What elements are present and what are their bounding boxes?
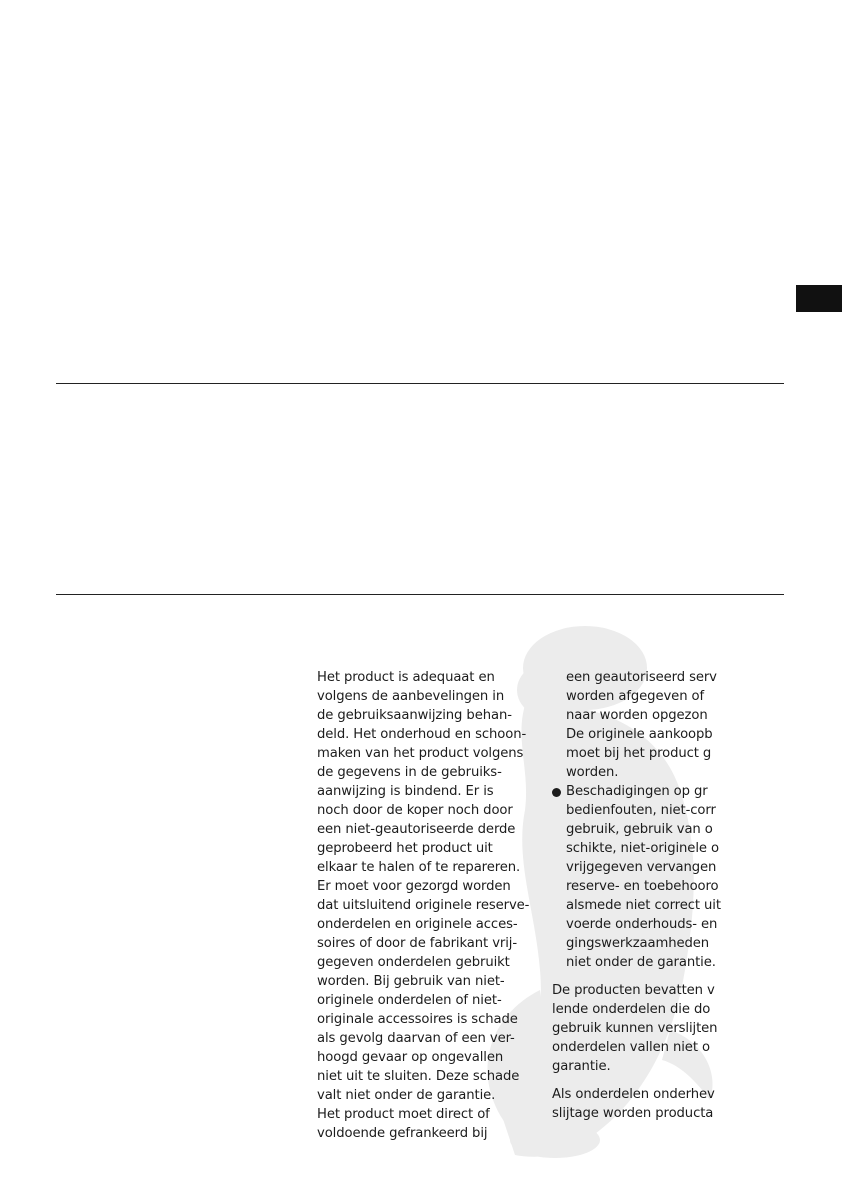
divider-bottom (56, 594, 784, 595)
left-line: gegeven onderdelen gebruikt (317, 955, 510, 970)
left-line: Er moet voor gezorgd worden (317, 879, 511, 894)
left-line: elkaar te halen of te repareren. (317, 860, 521, 875)
left-line: Het product moet direct of (317, 1107, 490, 1122)
left-line: deld. Het onderhoud en schoon- (317, 727, 527, 742)
right-line: gebruik kunnen verslijten (552, 1021, 718, 1036)
left-line: hoogd gevaar op ongevallen (317, 1050, 504, 1065)
left-line: originale accessoires is schade (317, 1012, 518, 1027)
left-line: worden. Bij gebruik van niet- (317, 974, 505, 989)
bullet-item-damage (552, 782, 730, 972)
left-line: als gevolg daarvan of een ver- (317, 1031, 515, 1046)
right-line: naar worden opgezon (566, 708, 708, 723)
right-line: worden afgegeven of (566, 689, 705, 704)
left-line: geprobeerd het product uit (317, 841, 493, 856)
language-tab-marker (796, 285, 842, 312)
right-text-column (552, 668, 730, 1123)
right-line: De producten bevatten v (552, 983, 715, 998)
paragraph-wear-parts (552, 981, 730, 1076)
left-line: de gegevens in de gebruiks- (317, 765, 502, 780)
right-line: worden. (566, 765, 619, 780)
left-line: noch door de koper noch door (317, 803, 513, 818)
right-line: Beschadigingen op gr (566, 784, 708, 799)
right-line: voerde onderhouds- en (566, 917, 718, 932)
right-line: alsmede niet correct uit (566, 898, 721, 913)
divider-top (56, 383, 784, 384)
left-line: soires of door de fabrikant vrij- (317, 936, 518, 951)
left-line: Het product is adequaat en (317, 670, 495, 685)
left-line: maken van het product volgens (317, 746, 524, 761)
paragraph-wear-liability (552, 1085, 730, 1123)
left-line: niet uit te sluiten. Deze schade (317, 1069, 520, 1084)
bullet-icon (552, 788, 561, 797)
right-line: gingswerkzaamheden (566, 936, 710, 951)
paragraph-gap (552, 972, 730, 981)
right-line: garantie. (552, 1059, 611, 1074)
right-line: onderdelen vallen niet o (552, 1040, 710, 1055)
left-line: volgens de aanbevelingen in (317, 689, 505, 704)
left-line: de gebruiksaanwijzing behan- (317, 708, 512, 723)
left-text-column (317, 668, 542, 1143)
right-line: lende onderdelen die do (552, 1002, 711, 1017)
bullet-item-continuation (552, 668, 730, 782)
left-line: onderdelen en originele acces- (317, 917, 518, 932)
left-line: valt niet onder de garantie. (317, 1088, 496, 1103)
right-line: schikte, niet-originele o (566, 841, 719, 856)
right-line: bedienfouten, niet-corr (566, 803, 716, 818)
left-line: een niet-geautoriseerde derde (317, 822, 516, 837)
right-line: een geautoriseerd serv (566, 670, 717, 685)
left-line: voldoende gefrankeerd bij (317, 1126, 488, 1141)
left-line: aanwijzing is bindend. Er is (317, 784, 494, 799)
right-line: gebruik, gebruik van o (566, 822, 713, 837)
right-line: reserve- en toebehooro (566, 879, 719, 894)
right-line: moet bij het product g (566, 746, 712, 761)
paragraph-gap (552, 1076, 730, 1085)
left-line: originele onderdelen of niet- (317, 993, 502, 1008)
right-line: slijtage worden producta (552, 1106, 714, 1121)
right-line: De originele aankoopb (566, 727, 713, 742)
right-line: niet onder de garantie. (566, 955, 716, 970)
left-line: dat uitsluitend originele reserve- (317, 898, 530, 913)
right-line: Als onderdelen onderhev (552, 1087, 715, 1102)
right-line: vrijgegeven vervangen (566, 860, 717, 875)
